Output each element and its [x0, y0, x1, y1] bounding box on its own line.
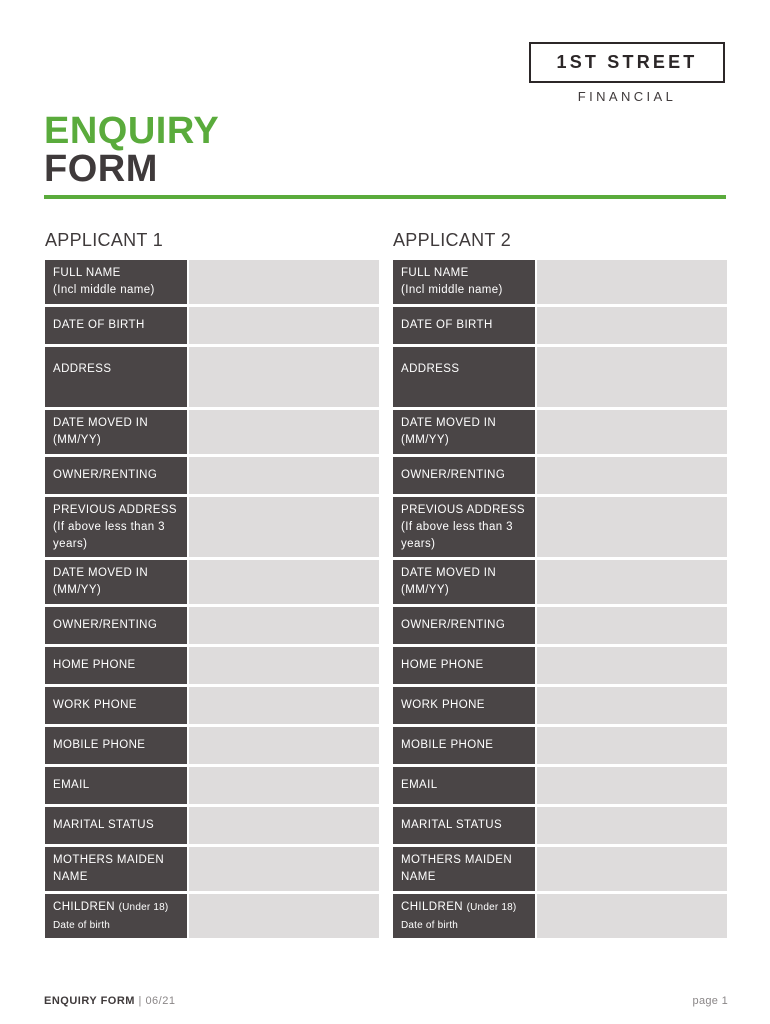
field-label-text: ADDRESS [53, 363, 112, 375]
applicant-2-date-moved-in-input[interactable] [537, 410, 727, 454]
footer-date: 06/21 [145, 995, 176, 1007]
applicant-2-owner-renting-2-input[interactable] [537, 607, 727, 644]
applicant-1-full-name-input[interactable] [189, 260, 379, 304]
field-label-text: EMAIL [53, 779, 90, 791]
field-label-subtext: years) [53, 537, 88, 550]
field-label-text: ADDRESS [401, 363, 460, 375]
page-title-line1: ENQUIRY [44, 110, 220, 152]
field-label-text: OWNER/RENTING [53, 619, 158, 631]
field-label-qualifier: (Under 18) [118, 901, 169, 913]
field-label-text: OWNER/RENTING [401, 469, 506, 481]
applicant-2-address-input[interactable] [537, 347, 727, 407]
applicant-2-email-input[interactable] [537, 767, 727, 804]
applicant-2-marital-status-input[interactable] [537, 807, 727, 844]
field-label-text: FULL NAME [401, 267, 469, 279]
applicant-2-column [393, 226, 525, 931]
footer-form-name: ENQUIRY FORM [44, 995, 135, 1007]
form-row-address [393, 347, 727, 407]
field-label [393, 410, 535, 454]
form-row-mothers-maiden [393, 847, 727, 891]
form-row-work-phone [45, 687, 379, 724]
field-label-text: MOBILE PHONE [53, 739, 146, 751]
page-number: page 1 [692, 995, 728, 1007]
applicant-2-mobile-phone-input[interactable] [537, 727, 727, 764]
field-label-line [53, 899, 179, 916]
field-label-text: HOME PHONE [401, 659, 484, 671]
field-label [393, 347, 535, 407]
form-row-children [393, 894, 727, 938]
title-divider [44, 195, 726, 199]
field-label [45, 307, 187, 344]
field-label-subtext: (If above less than 3 [401, 520, 513, 533]
form-row-children [45, 894, 379, 938]
form-row-mobile-phone [393, 727, 727, 764]
applicant-1-home-phone-input[interactable] [189, 647, 379, 684]
form-row-work-phone [393, 687, 727, 724]
field-label [45, 687, 187, 724]
field-label [45, 767, 187, 804]
field-label-subtext: (MM/YY) [401, 434, 450, 446]
field-label [45, 807, 187, 844]
field-label-line [401, 899, 527, 916]
footer-separator: | [138, 995, 142, 1007]
field-label [45, 497, 187, 557]
field-label-text: DATE OF BIRTH [401, 319, 493, 331]
field-label-subtext: NAME [401, 871, 436, 883]
field-label-text: EMAIL [401, 779, 438, 791]
field-label [45, 260, 187, 304]
form-row-address [45, 347, 379, 407]
form-row-home-phone [393, 647, 727, 684]
footer-title [44, 995, 175, 1007]
form-row-full-name [45, 260, 379, 304]
form-row-previous-address [45, 497, 379, 557]
field-label-text: PREVIOUS ADDRESS [53, 503, 177, 516]
applicant-1-children-input[interactable] [189, 894, 379, 938]
applicant-1-column [45, 226, 177, 931]
field-label-text: WORK PHONE [401, 699, 485, 711]
field-label [393, 607, 535, 644]
field-label-text: OWNER/RENTING [53, 469, 158, 481]
field-label [393, 807, 535, 844]
form-row-full-name [393, 260, 727, 304]
applicant-1-dob-input[interactable] [189, 307, 379, 344]
applicant-2-owner-renting-input[interactable] [537, 457, 727, 494]
field-label [45, 457, 187, 494]
applicant-1-owner-renting-input[interactable] [189, 457, 379, 494]
field-label [45, 894, 187, 938]
page-title-line2: FORM [44, 148, 158, 190]
field-label-text: DATE MOVED IN [401, 567, 497, 579]
field-label [393, 647, 535, 684]
field-label-text: MOTHERS MAIDEN [401, 854, 513, 866]
applicant-1-work-phone-input[interactable] [189, 687, 379, 724]
field-label [45, 347, 187, 407]
field-label-subtext: NAME [53, 871, 88, 883]
brand-name: 1ST STREET [556, 52, 698, 72]
field-label-text: MOBILE PHONE [401, 739, 494, 751]
applicant-2-previous-address-input[interactable] [537, 497, 727, 557]
field-label [45, 410, 187, 454]
form-row-mobile-phone [45, 727, 379, 764]
field-label-subtext: (MM/YY) [401, 584, 450, 596]
applicant-1-heading: APPLICANT 1 [45, 230, 164, 250]
field-label-text: MOTHERS MAIDEN [53, 854, 165, 866]
field-label [393, 307, 535, 344]
applicant-1-mobile-phone-input[interactable] [189, 727, 379, 764]
field-label [393, 847, 535, 891]
field-label-subtext: (Incl middle name) [53, 284, 155, 296]
form-row-email [45, 767, 379, 804]
field-label [45, 560, 187, 604]
form-row-owner-renting [45, 457, 379, 494]
field-label-subtext: (MM/YY) [53, 584, 102, 596]
brand-subtitle: FINANCIAL [577, 89, 677, 104]
applicant-2-heading: APPLICANT 2 [393, 230, 512, 250]
applicant-1-owner-renting-2-input[interactable] [189, 607, 379, 644]
applicant-1-previous-address-input[interactable] [189, 497, 379, 557]
field-label-text: FULL NAME [53, 267, 121, 279]
form-row-home-phone [45, 647, 379, 684]
field-label-text: PREVIOUS ADDRESS [401, 503, 525, 516]
applicant-2-mothers-maiden-input[interactable] [537, 847, 727, 891]
applicant-1-date-moved-in-2-input[interactable] [189, 560, 379, 604]
form-row-dob [45, 307, 379, 344]
field-label-qualifier: (Under 18) [466, 901, 517, 913]
field-label [393, 497, 535, 557]
field-label-text: MARITAL STATUS [401, 819, 503, 831]
applicant-2-home-phone-input[interactable] [537, 647, 727, 684]
field-label [45, 647, 187, 684]
applicant-1-date-moved-in-input[interactable] [189, 410, 379, 454]
form-row-date-moved-in [393, 410, 727, 454]
field-label-subtext: (MM/YY) [53, 434, 102, 446]
form-row-email [393, 767, 727, 804]
field-label [393, 727, 535, 764]
field-label-subtext: years) [401, 537, 436, 550]
form-row-owner-renting-2 [393, 607, 727, 644]
form-row-dob [393, 307, 727, 344]
applicant-2-dob-input[interactable] [537, 307, 727, 344]
field-label-subtext: Date of birth [401, 919, 459, 931]
form-row-marital-status [393, 807, 727, 844]
applicant-2-date-moved-in-2-input[interactable] [537, 560, 727, 604]
field-label [393, 894, 535, 938]
applicant-1-email-input[interactable] [189, 767, 379, 804]
form-row-mothers-maiden [45, 847, 379, 891]
field-label-text: MARITAL STATUS [53, 819, 155, 831]
applicant-1-address-input[interactable] [189, 347, 379, 407]
field-label [393, 560, 535, 604]
applicant-2-work-phone-input[interactable] [537, 687, 727, 724]
field-label [45, 727, 187, 764]
field-label [393, 687, 535, 724]
field-label-text: DATE OF BIRTH [53, 319, 145, 331]
field-label-subtext: (If above less than 3 [53, 520, 165, 533]
field-label-text: DATE MOVED IN [53, 567, 149, 579]
field-label-text: DATE MOVED IN [401, 417, 497, 429]
field-label-subtext: Date of birth [53, 919, 111, 931]
field-label-text: HOME PHONE [53, 659, 136, 671]
field-label-subtext: (Incl middle name) [401, 284, 503, 296]
field-label-text: DATE MOVED IN [53, 417, 149, 429]
form-row-date-moved-in-2 [45, 560, 379, 604]
field-label [393, 260, 535, 304]
brand-logo [529, 42, 725, 83]
applicant-1-mothers-maiden-input[interactable] [189, 847, 379, 891]
applicant-2-children-input[interactable] [537, 894, 727, 938]
field-label-text: WORK PHONE [53, 699, 137, 711]
form-row-marital-status [45, 807, 379, 844]
field-label [45, 847, 187, 891]
applicant-1-marital-status-input[interactable] [189, 807, 379, 844]
field-label [393, 767, 535, 804]
form-row-owner-renting [393, 457, 727, 494]
applicant-2-full-name-input[interactable] [537, 260, 727, 304]
field-label [45, 607, 187, 644]
form-row-date-moved-in [45, 410, 379, 454]
form-row-owner-renting-2 [45, 607, 379, 644]
field-label [393, 457, 535, 494]
field-label-text: OWNER/RENTING [401, 619, 506, 631]
field-label-text: CHILDREN [401, 900, 463, 913]
form-row-date-moved-in-2 [393, 560, 727, 604]
field-label-text: CHILDREN [53, 900, 115, 913]
form-row-previous-address [393, 497, 727, 557]
